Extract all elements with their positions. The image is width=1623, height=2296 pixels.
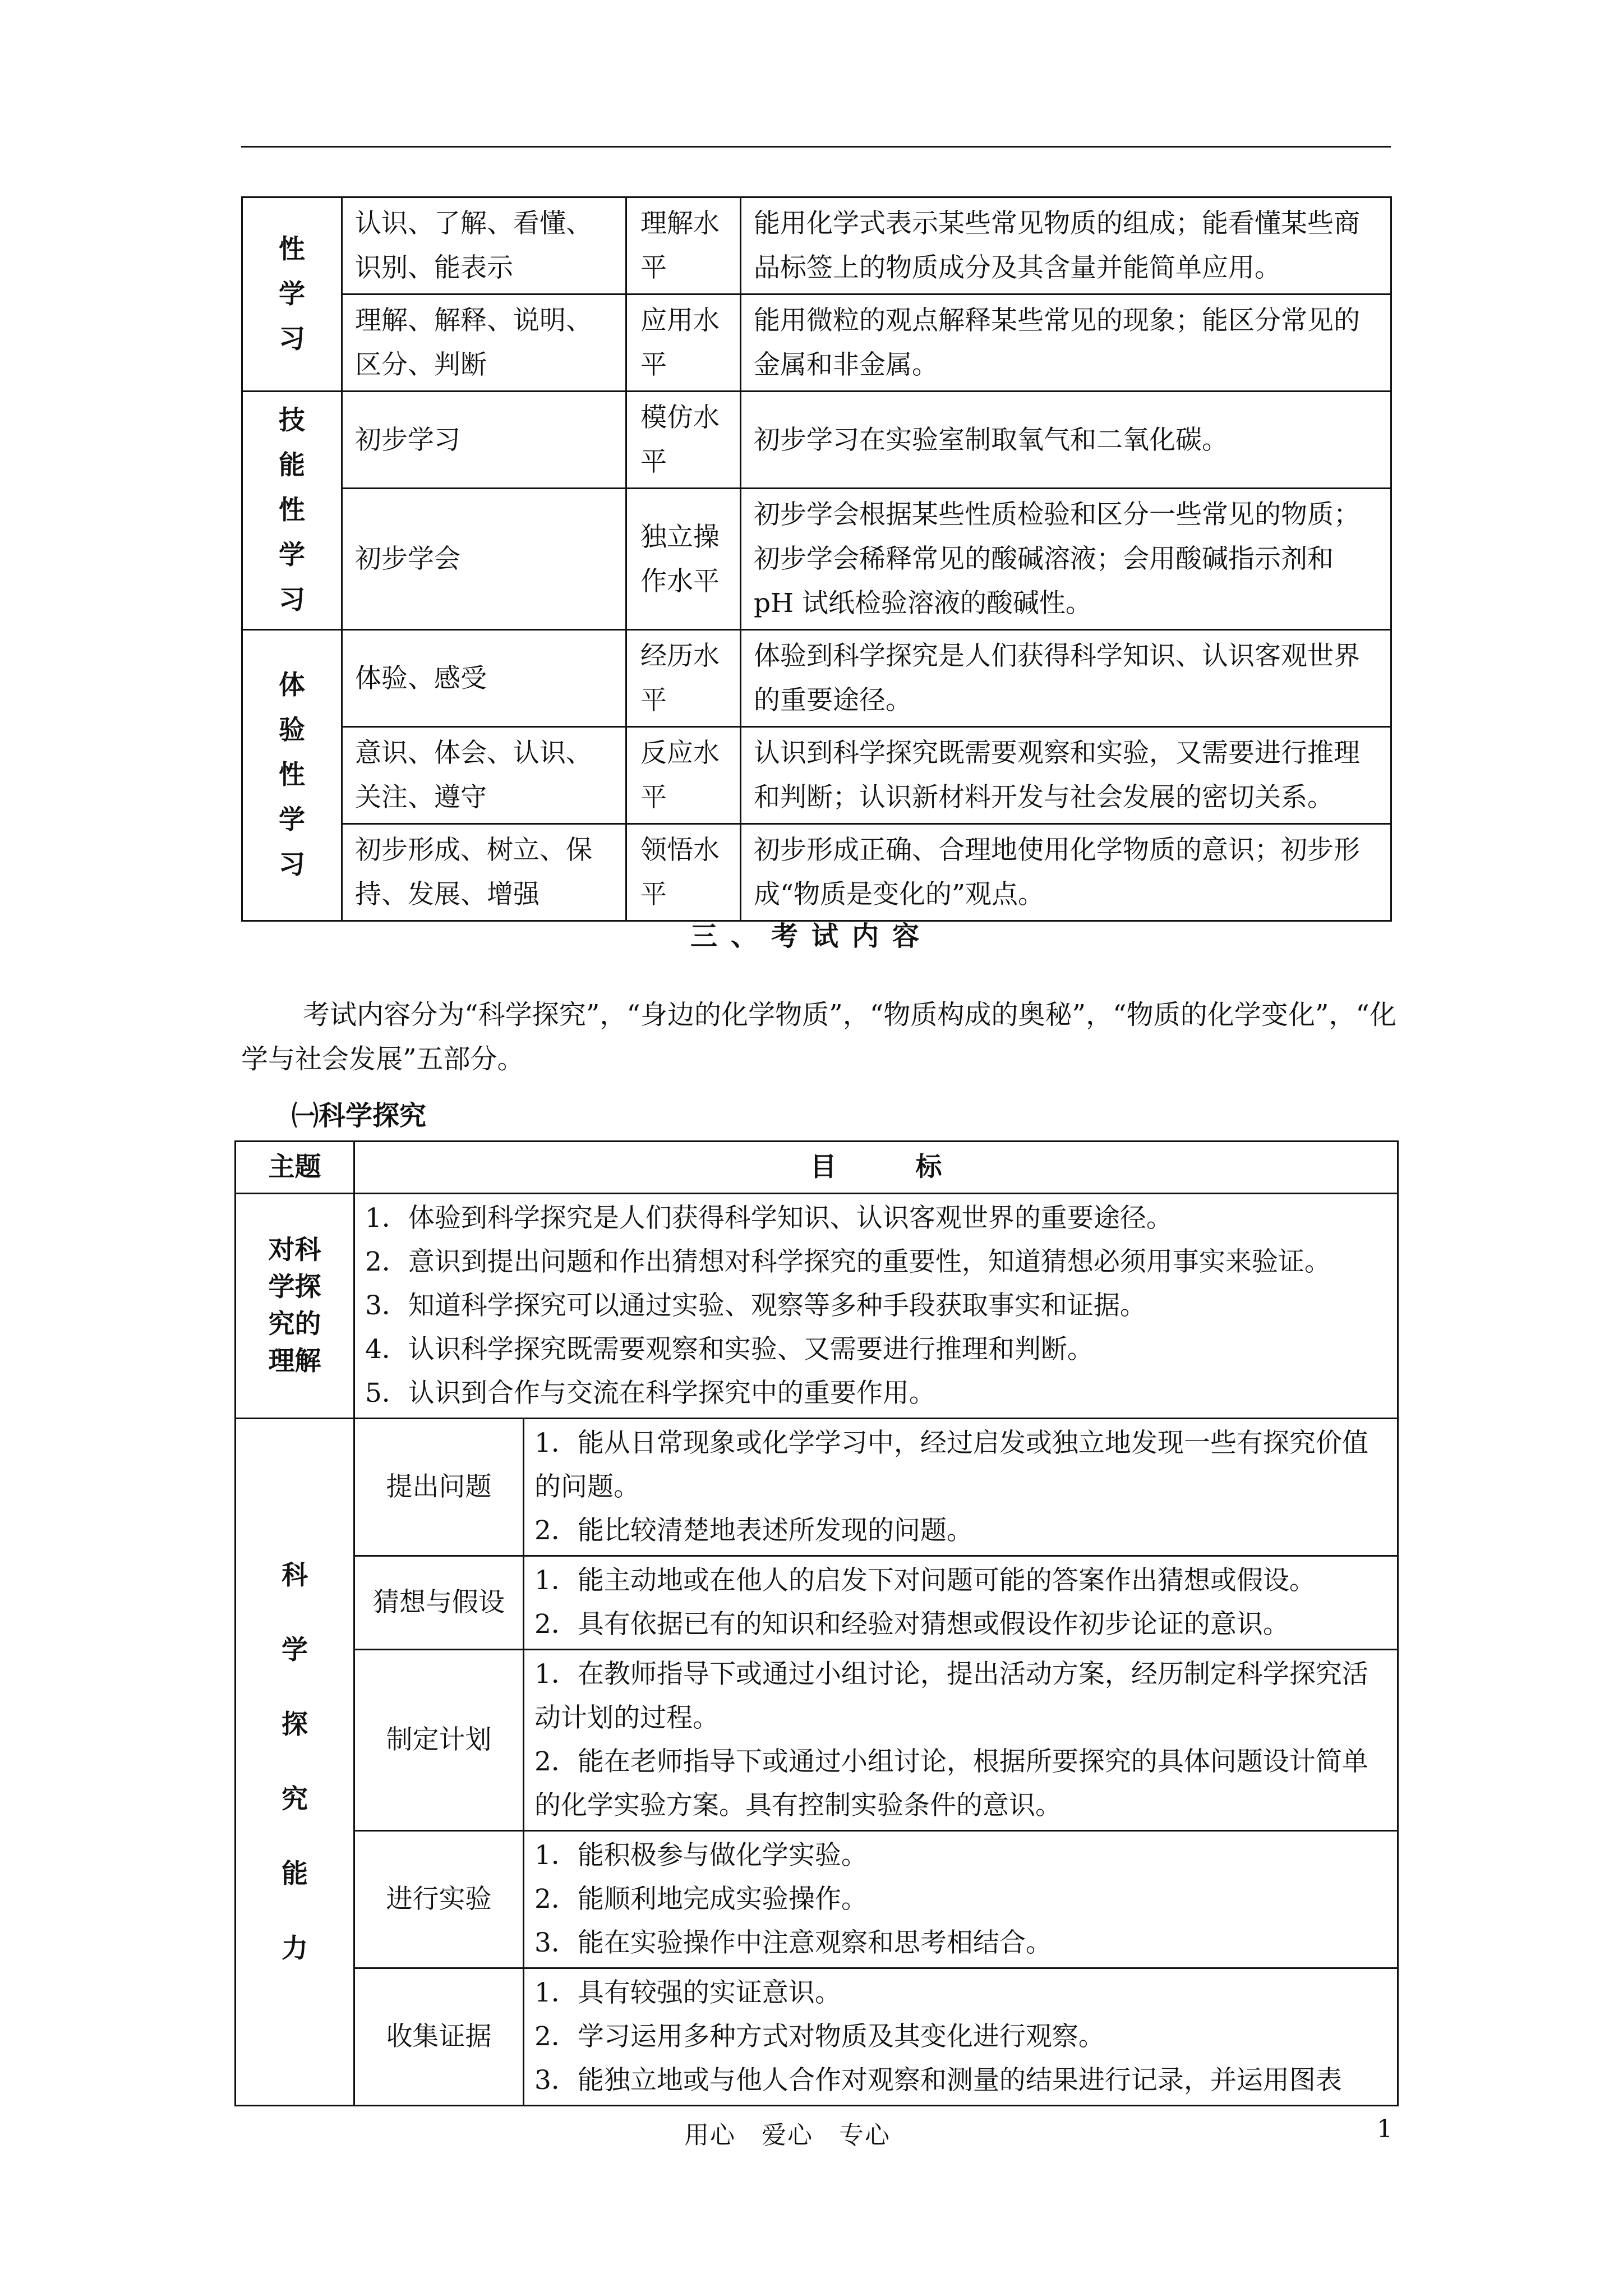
desc-cell: 认识到科学探究既需要观察和实验，又需要进行推理和判断；认识新材料开发与社会发展的密切关系。 [741, 727, 1391, 824]
table-row [236, 1419, 1398, 1556]
list-item: 4．认识科学探究既需要观察和实验、又需要进行推理和判断。 [365, 1334, 1094, 1365]
verbs-cell: 体验、感受 [342, 630, 626, 727]
desc-cell: 初步形成正确、合理地使用化学物质的意识；初步形成“物质是变化的”观点。 [741, 824, 1391, 921]
table-row [242, 392, 1391, 489]
table-header-row [236, 1142, 1398, 1194]
ability-label: 科 学 探 究 能 力 [236, 1419, 354, 2106]
table-row [236, 1968, 1398, 2106]
level-cell: 应用水平 [626, 295, 741, 392]
understanding-goals [354, 1194, 1398, 1419]
verbs-cell: 初步学习 [342, 392, 626, 489]
page-footer: 用心 爱心 专心 [684, 2121, 891, 2150]
level-cell: 领悟水平 [626, 824, 741, 921]
table-row [242, 727, 1391, 824]
theme-header: 主题 [236, 1142, 354, 1194]
desc-cell: 能用微粒的观点解释某些常见的现象；能区分常见的金属和非金属。 [741, 295, 1391, 392]
ability-item-goals: 1．具有较强的实证意识。 2．学习运用多种方式对物质及其变化进行观察。 3．能独立地或与他人合作对观察和测量的结果进行记录，并运用图表 [524, 1968, 1398, 2106]
ability-item-name: 提出问题 [354, 1419, 524, 1556]
category-cell: 性 学 习 [242, 197, 342, 392]
verbs-cell: 认识、了解、看懂、识别、能表示 [342, 197, 626, 295]
header-rule [241, 146, 1391, 148]
list-item: 2．意识到提出问题和作出猜想对科学探究的重要性，知道猜想必须用事实来验证。 [365, 1246, 1331, 1277]
table-row [236, 1194, 1398, 1419]
level-cell: 经历水平 [626, 630, 741, 727]
category-cell: 技 能 性 学 习 [242, 392, 342, 630]
list-item: 5．认识到合作与交流在科学探究中的重要作用。 [365, 1378, 935, 1409]
level-cell: 反应水平 [626, 727, 741, 824]
ability-item-name: 进行实验 [354, 1831, 524, 1968]
desc-cell: 能用化学式表示某些常见物质的组成；能看懂某些商品标签上的物质成分及其含量并能简单应用。 [741, 197, 1391, 295]
table-row [236, 1650, 1398, 1831]
verbs-cell: 初步学会 [342, 489, 626, 630]
ability-item-name: 收集证据 [354, 1968, 524, 2106]
desc-cell: 初步学会根据某些性质检验和区分一些常见的物质；初步学会稀释常见的酸碱溶液；会用酸碱指示剂和 pH 试纸检验溶液的酸碱性。 [741, 489, 1391, 630]
ability-item-goals: 1．在教师指导下或通过小组讨论，提出活动方案，经历制定科学探究活动计划的过程。 2．能在老师指导下或通过小组讨论，根据所要探究的具体问题设计简单的化学实验方案。具有控制实验条件的意识。 [524, 1650, 1398, 1831]
science-inquiry-table [234, 1140, 1399, 2106]
table-row [242, 630, 1391, 727]
learning-levels-table [241, 196, 1392, 922]
level-cell: 模仿水平 [626, 392, 741, 489]
list-item: 3．知道科学探究可以通过实验、观察等多种手段获取事实和证据。 [365, 1290, 1146, 1321]
desc-cell: 体验到科学探究是人们获得科学知识、认识客观世界的重要途径。 [741, 630, 1391, 727]
page-number: 1 [1377, 2115, 1393, 2143]
table-row [242, 197, 1391, 295]
ability-item-goals: 1．能积极参与做化学实验。 2．能顺利地完成实验操作。 3．能在实验操作中注意观察和思考相结合。 [524, 1831, 1398, 1968]
goal-header: 目 标 [354, 1142, 1398, 1194]
understanding-label: 对科 学探 究的 理解 [236, 1194, 354, 1419]
verbs-cell: 理解、解释、说明、区分、判断 [342, 295, 626, 392]
table-row [236, 1831, 1398, 1968]
category-cell: 体 验 性 学 习 [242, 630, 342, 921]
ability-item-name: 猜想与假设 [354, 1556, 524, 1650]
ability-item-name: 制定计划 [354, 1650, 524, 1831]
verbs-cell: 意识、体会、认识、关注、遵守 [342, 727, 626, 824]
table-row [236, 1556, 1398, 1650]
level-cell: 理解水平 [626, 197, 741, 295]
ability-item-goals: 1．能从日常现象或化学学习中，经过启发或独立地发现一些有探究价值的问题。 2．能比较清楚地表述所发现的问题。 [524, 1419, 1398, 1556]
list-item: 1．体验到科学探究是人们获得科学知识、认识客观世界的重要途径。 [365, 1203, 1173, 1234]
desc-cell: 初步学习在实验室制取氧气和二氧化碳。 [741, 392, 1391, 489]
intro-paragraph: 考试内容分为“科学探究”，“身边的化学物质”，“物质构成的奥秘”，“物质的化学变化”，“化学与社会发展”五部分。 [241, 999, 1396, 1075]
table-row [242, 489, 1391, 630]
verbs-cell: 初步形成、树立、保持、发展、增强 [342, 824, 626, 921]
subsection-heading: ㈠科学探究 [292, 1100, 427, 1131]
table-row [242, 295, 1391, 392]
ability-item-goals: 1．能主动地或在他人的启发下对问题可能的答案作出猜想或假设。 2．具有依据已有的知识和经验对猜想或假设作初步论证的意识。 [524, 1556, 1398, 1650]
section-title: 三、考试内容 [690, 921, 933, 952]
level-cell: 独立操作水平 [626, 489, 741, 630]
table-row [242, 824, 1391, 921]
